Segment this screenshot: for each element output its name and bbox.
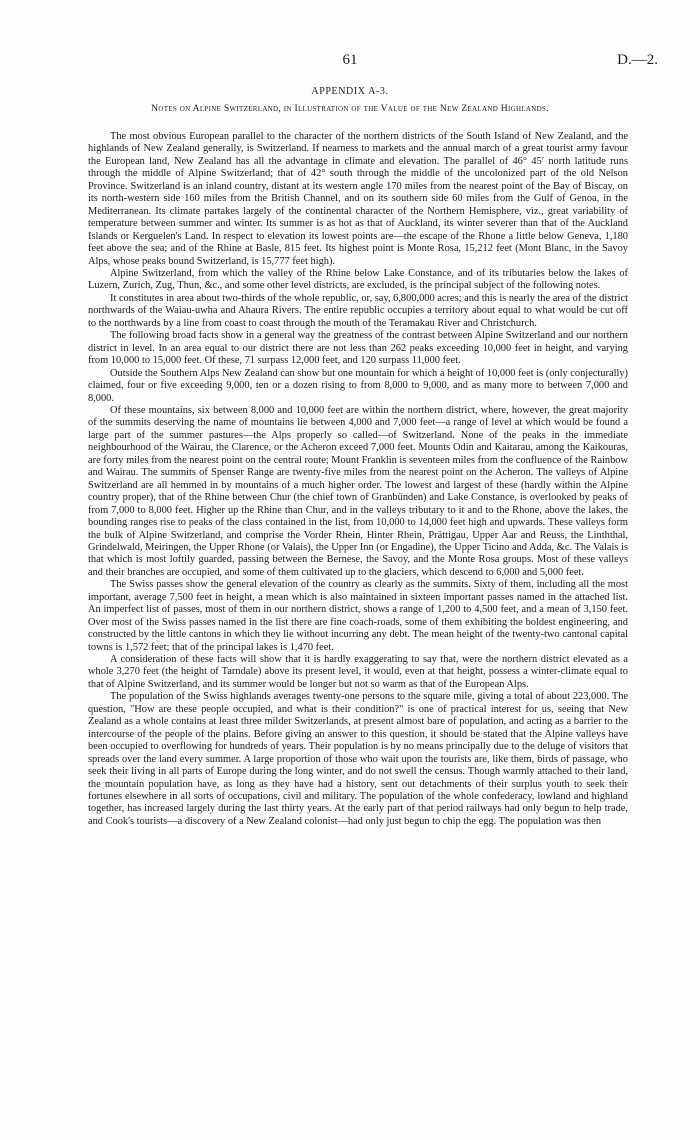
paragraph: Alpine Switzerland, from which the valley of the Rhine below Lake Constance, and of its tributaries below the lakes of Luzern, Zurich, Zug, Thun, &c., and some other level districts, are excluded, is the principal subject of the following notes. [88,267,628,292]
appendix-label: APPENDIX A-3. [311,86,389,97]
paragraph: The Swiss passes show the general elevation of the country as clearly as the summits. Sixty of them, including all the most important, average 7,500 feet in height, a mean which is also maintained in sixteen important passes named in the attached list. An imperfect list of passes, most of them in our northern district, shows a range of 1,200 to 4,500 feet, and a mean of 3,150 feet. Over most of the Swiss passes named in the list there are fine coach-roads, some of them exhibiting the boldest engineering, and constructed by the little cantons in which they lie without incurring any debt. The mean height of the twenty-two cantonal capital towns is 1,572 feet; that of the principal lakes is 1,470 feet. [88,579,628,653]
paragraph: The most obvious European parallel to the character of the northern districts of the South Island of New Zealand, and the highlands of New Zealand generally, is Switzerland. If nearness to markets and the annual march of a great tourist army favour the European land, New Zealand has all the advantage in climate and elevation. The parallel of 46° 45′ north latitude runs through the middle of Alpine Switzerland; that of 42° south through the middle of the uncolonized part of the old Nelson Province. Switzerland is an inland country, distant at its western angle 170 miles from the nearest point of the Bay of Biscay, on its north-western side 160 miles from the British Channel, and on its southern side 60 miles from the Gulf of Genoa, in the Mediterranean. Its climate partakes largely of the continental character of the Northern Hemisphere, viz., great variability of temperature between summer and winter. Its summer is as hot as that of Auckland, its winter severer than that of the Auckland Islands or Kerguelen's Land. In respect to elevation its lowest points are—the escape of the Rhone a little below Geneva, 1,180 feet above the sea; and of the Rhine at Basle, 815 feet. Its highest point is Monte Rosa, 15,212 feet (Mont Blanc, in the Savoy Alps, whose peaks bound Switzerland, is 15,777 feet high). [88,131,628,267]
paragraph: A consideration of these facts will show that it is hardly exaggerating to say that, were the northern district elevated as a whole 3,270 feet (the height of Tarndale) above its present level, it would, even at that height, possess a winter-climate equal to that of Alpine Switzerland, and its summer would be longer but not so warm as that of the European Alps. [88,654,628,690]
paragraph: The population of the Swiss highlands averages twenty-one persons to the square mile, giving a total of about 223,000. The question, "How are these people occupied, and what is their condition?" is one of practical interest for us, seeing that New Zealand as a whole contains at least three milder Switzerlands, at present almost bare of population, and acting as a barrier to the intercourse of the people of the plains. Before giving an answer to this question, it should be stated that the Alpine valleys have been occupied to overflowing for hundreds of years. Their population is by no means principally due to the deluge of visitors that spreads over the land every summer. A large proportion of those who wait upon the tourists are, like them, birds of passage, who seek their living in all parts of Europe during the long winter, and do not swell the census. Though warmly attached to their land, the mountain population have, as long as they have had a history, sent out detachments of their surplus youth to seek their fortunes elsewhere in all sorts of occupations, civil and military. The population of the whole confederacy, lowland and highland together, has increased largely during the last thirty years. At the early part of that period railways had only begun to help trade, and Cook's tourists—a discovery of a New Zealand colonist—had only just begun to chip the egg. The population was then [88,691,628,827]
section-title: Notes on Alpine Switzerland, in Illustration of the Value of the New Zealand Highlands. [151,103,549,114]
page-number: 61 [342,52,358,68]
body-text [88,131,628,828]
paragraph: The following broad facts show in a general way the greatness of the contrast between Alpine Switzerland and our northern district in level. In an area equal to our district there are not less than 262 peaks exceeding 10,000 feet in height, and varying from 10,000 to 15,000 feet. Of these, 71 surpass 12,000 feet, and 120 surpass 11,000 feet. [88,330,628,367]
document-reference: D.—2. [617,52,658,68]
paragraph: It constitutes in area about two-thirds of the whole republic, or, say, 6,800,000 acres; and this is nearly the area of the district northwards of the Waiau-uwha and Ahaura Rivers. The entire republic occupies a territory about equal to what would be cut off to the northwards by a line from coast to coast through the mouth of the Teramakau River and Christchurch. [88,292,629,329]
paragraph: Of these mountains, six between 8,000 and 10,000 feet are within the northern district, where, however, the great majority of the summits deserving the name of mountains lie between 4,000 and 7,000 feet—a range of level at which would be found a large part of the summer pastures—the Alps properly so called—of Switzerland. None of the peaks in the immediate neighbourhood of the Wairau, the Clarence, or the Acheron exceed 7,000 feet. Mounts Odin and Kaitarau, among the Kaikouras, are forty miles from the nearest point on the central route; Mount Franklin is seventeen miles from the confluence of the Rainbow and Wairau. The summits of Spenser Range are twenty-five miles from the nearest point on the Acheron. The valleys of Alpine Switzerland are all hemmed in by mountains of a much higher order. The lowest and largest of these (hardly within the Alpine country proper), that of the Rhine between Chur (the chief town of Granbünden) and Lake Constance, is overlooked by peaks of from 7,000 to 8,000 feet. Higher up the Rhine than Chur, and in the valleys tributary to it and to the Rhone, above the lakes, the bounding ranges rise to peaks of the class contained in the list, from 10,000 to 14,000 feet high and upwards. These valleys form the bulk of Alpine Switzerland, and comprise the Vorder Rhein, Hinter Rhein, Prättigau, Upper Aar and Reuss, the Linththal, Grindelwald, Meiringen, the Upper Rhone (or Valais), the Upper Inn (or Engadine), the Upper Ticino and Adda, &c. The Valais is that which is most loftily guarded, passing between the Bernese, the Savoy, and the Monte Rosa groups. Most of these valleys and their branches are occupied, and some of them cultivated up to the glaciers, which descend to 6,000 and 5,000 feet. [88,404,628,578]
paragraph: Outside the Southern Alps New Zealand can show but one mountain for which a height of 10,000 feet is (only conjecturally) claimed, four or five exceeding 9,000, ten or a dozen rising to from 8,000 to 9,000, and as many more to between 7,000 and 8,000. [88,367,628,404]
